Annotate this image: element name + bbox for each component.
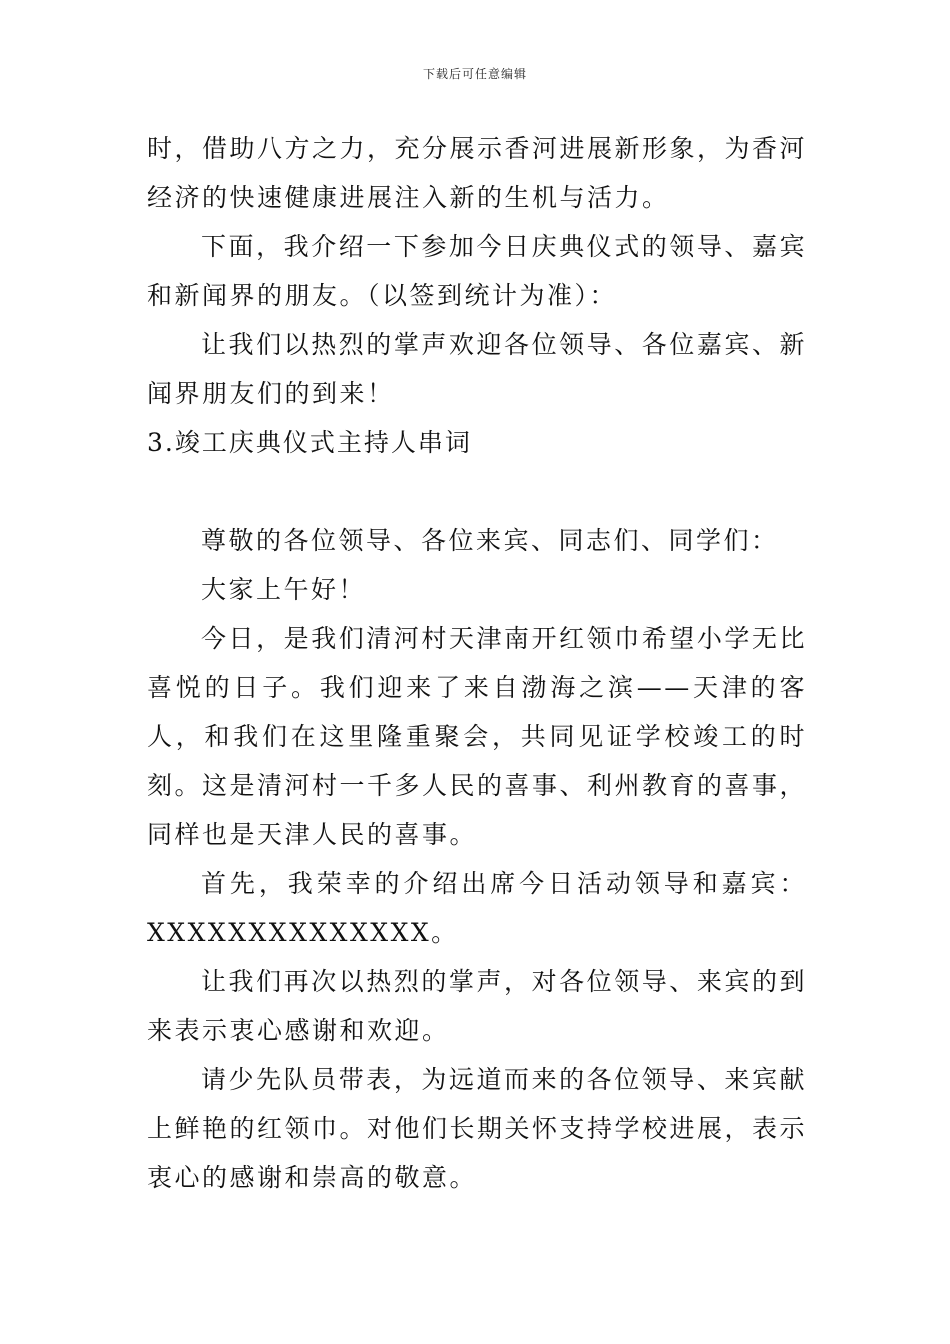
paragraph-thanks: 让我们再次以热烈的掌声，对各位领导、来宾的到来表示衷心感谢和欢迎。 [147, 967, 807, 1045]
paragraph-occasion: 今日，是我们清河村天津南开红领巾希望小学无比喜悦的日子。我们迎来了来自渤海之滨——天津的客人，和我们在这里隆重聚会，共同见证学校竣工的时刻。这是清河村一千多人民的喜事、利州教育的喜事，同样也是天津人民的喜事。 [147, 624, 808, 849]
section-heading: 3.竣工庆典仪式主持人串词 [147, 428, 472, 457]
paragraph-greeting: 大家上午好！ [201, 575, 367, 604]
paragraph-first-introduce: 首先，我荣幸的介绍出席今日活动领导和嘉宾： [201, 869, 807, 898]
paragraph-welcome-applause: 让我们以热烈的掌声欢迎各位领导、各位嘉宾、新闻界朋友们的到来！ [147, 330, 807, 408]
paragraph-introduce-guests: 下面，我介绍一下参加今日庆典仪式的领导、嘉宾和新闻界的朋友。（以签到统计为准）： [147, 232, 807, 310]
document-body [147, 124, 807, 1202]
paragraph-continuation: 时，借助八方之力，充分展示香河进展新形象，为香河经济的快速健康进展注入新的生机与活力。 [147, 134, 808, 212]
paragraph-salutation: 尊敬的各位领导、各位来宾、同志们、同学们： [201, 526, 779, 555]
paragraph-guest-list-placeholder: XXXXXXXXXXXXXX。 [147, 918, 459, 947]
paragraph-red-scarf: 请少先队员带表，为远道而来的各位领导、来宾献上鲜艳的红领巾。对他们长期关怀支持学校进展，表示衷心的感谢和崇高的敬意。 [147, 1065, 808, 1192]
header-note: 下载后可任意编辑 [422, 67, 527, 81]
